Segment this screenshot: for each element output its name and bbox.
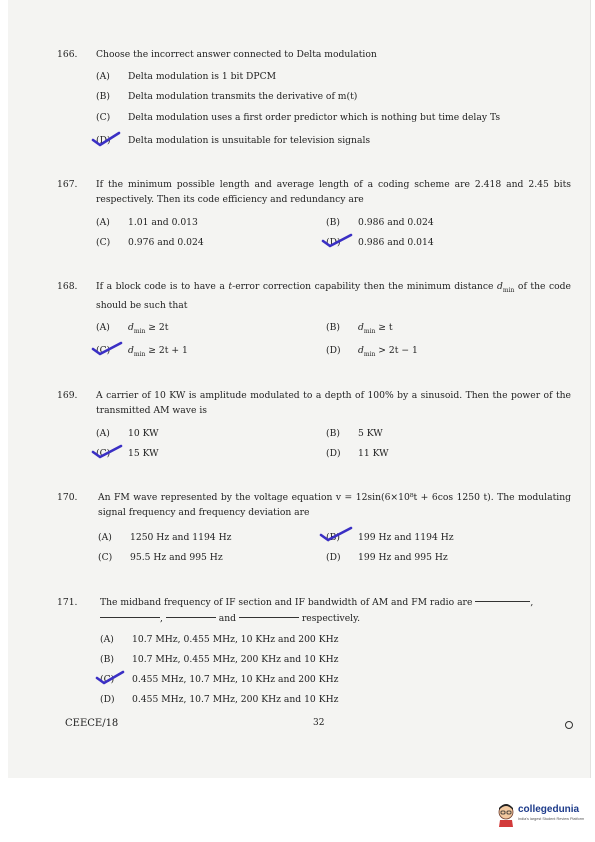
check-mark-icon: [91, 131, 131, 147]
brand-name: collegedunia: [518, 804, 580, 815]
question-168: [57, 279, 577, 364]
question-number: 171.: [57, 597, 78, 608]
option-c: (C) $d_{min} \ge 2t + 1$: [96, 345, 188, 358]
option-c: (C) 0.455 MHz, 10.7 MHz, 10 KHz and 200 KHz: [100, 674, 339, 685]
question-number: 168.: [57, 281, 78, 292]
option-a: (A) $d_{min} \ge 2t$: [96, 322, 169, 335]
question-number: 167.: [57, 179, 78, 190]
option-a: (A) Delta modulation is 1 bit DPCM: [96, 71, 277, 82]
question-stem-line2: , and respectively.: [100, 611, 360, 626]
option-a: (A) 10 KW: [96, 428, 159, 439]
exam-code: CEECE/18: [65, 718, 119, 729]
question-number: 166.: [57, 49, 78, 60]
option-d: (D) 199 Hz and 995 Hz: [326, 552, 448, 563]
circle-mark-icon: [565, 721, 573, 729]
question-stem: An FM wave represented by the voltage equation v = 12sin(6×10⁸t + 6cos 1250 t). The modulating signal frequency and frequency deviation are: [98, 492, 571, 518]
option-c: (C) 0.976 and 0.024: [96, 237, 204, 248]
option-d: (D) 0.455 MHz, 10.7 MHz, 200 KHz and 10 KHz: [100, 694, 339, 705]
brand-tagline: India's largest Student Review Platform: [518, 817, 585, 821]
question-169: [57, 388, 577, 463]
option-a: (A) 1250 Hz and 1194 Hz: [98, 532, 232, 543]
option-b: (B) 5 KW: [326, 428, 383, 439]
check-mark-icon: [91, 443, 131, 459]
option-d: (D) 0.986 and 0.014: [326, 237, 434, 248]
question-166: [57, 47, 577, 147]
option-a: (A) 10.7 MHz, 0.455 MHz, 10 KHz and 200 KHz: [100, 634, 339, 645]
question-number: 169.: [57, 390, 78, 401]
question-stem: The midband frequency of IF section and IF bandwidth of AM and FM radio are ,: [100, 597, 534, 608]
check-mark-icon: [319, 526, 359, 542]
question-stem: Choose the incorrect answer connected to Delta modulation: [96, 49, 377, 60]
collegedunia-logo: [496, 803, 588, 827]
question-170: [57, 490, 577, 565]
question-stem: If the minimum possible length and average length of a coding scheme are 2.418 and 2.45 bits respectively. Then its code efficiency and redundancy are: [96, 179, 571, 205]
option-b: (B) 10.7 MHz, 0.455 MHz, 200 KHz and 10 KHz: [100, 654, 339, 665]
option-b: (B) $d_{min} \ge t$: [326, 322, 393, 335]
option-c: (C) 15 KW: [96, 448, 159, 459]
option-b: (B) 0.986 and 0.024: [326, 217, 434, 228]
page-number: 32: [313, 718, 325, 728]
option-c: (C) Delta modulation uses a first order predictor which is nothing but time delay Ts: [96, 112, 501, 123]
option-c: (C) 95.5 Hz and 995 Hz: [98, 552, 223, 563]
question-171: [57, 595, 577, 710]
question-stem: If a block code is to have a t-error correction capability then the minimum distance $d_{min}$ of the code should be such that: [96, 281, 571, 311]
exam-page: [8, 0, 591, 778]
question-stem: A carrier of 10 KW is amplitude modulated to a depth of 100% by a sinusoid. Then the power of the transmitted AM wave is: [96, 390, 571, 416]
option-d: (D) 11 KW: [326, 448, 389, 459]
option-b: (B) Delta modulation transmits the derivative of m(t): [96, 91, 358, 102]
option-d: (D) $d_{min} > 2t - 1$: [326, 345, 418, 358]
option-a: (A) 1.01 and 0.013: [96, 217, 198, 228]
option-d: (D) Delta modulation is unsuitable for television signals: [96, 135, 371, 146]
question-number: 170.: [57, 492, 78, 503]
check-mark-icon: [95, 669, 135, 685]
question-167: [57, 177, 577, 257]
option-b: (B) 199 Hz and 1194 Hz: [326, 532, 454, 543]
check-mark-icon: [321, 232, 361, 248]
mascot-icon: [496, 803, 516, 827]
check-mark-icon: [91, 340, 131, 356]
